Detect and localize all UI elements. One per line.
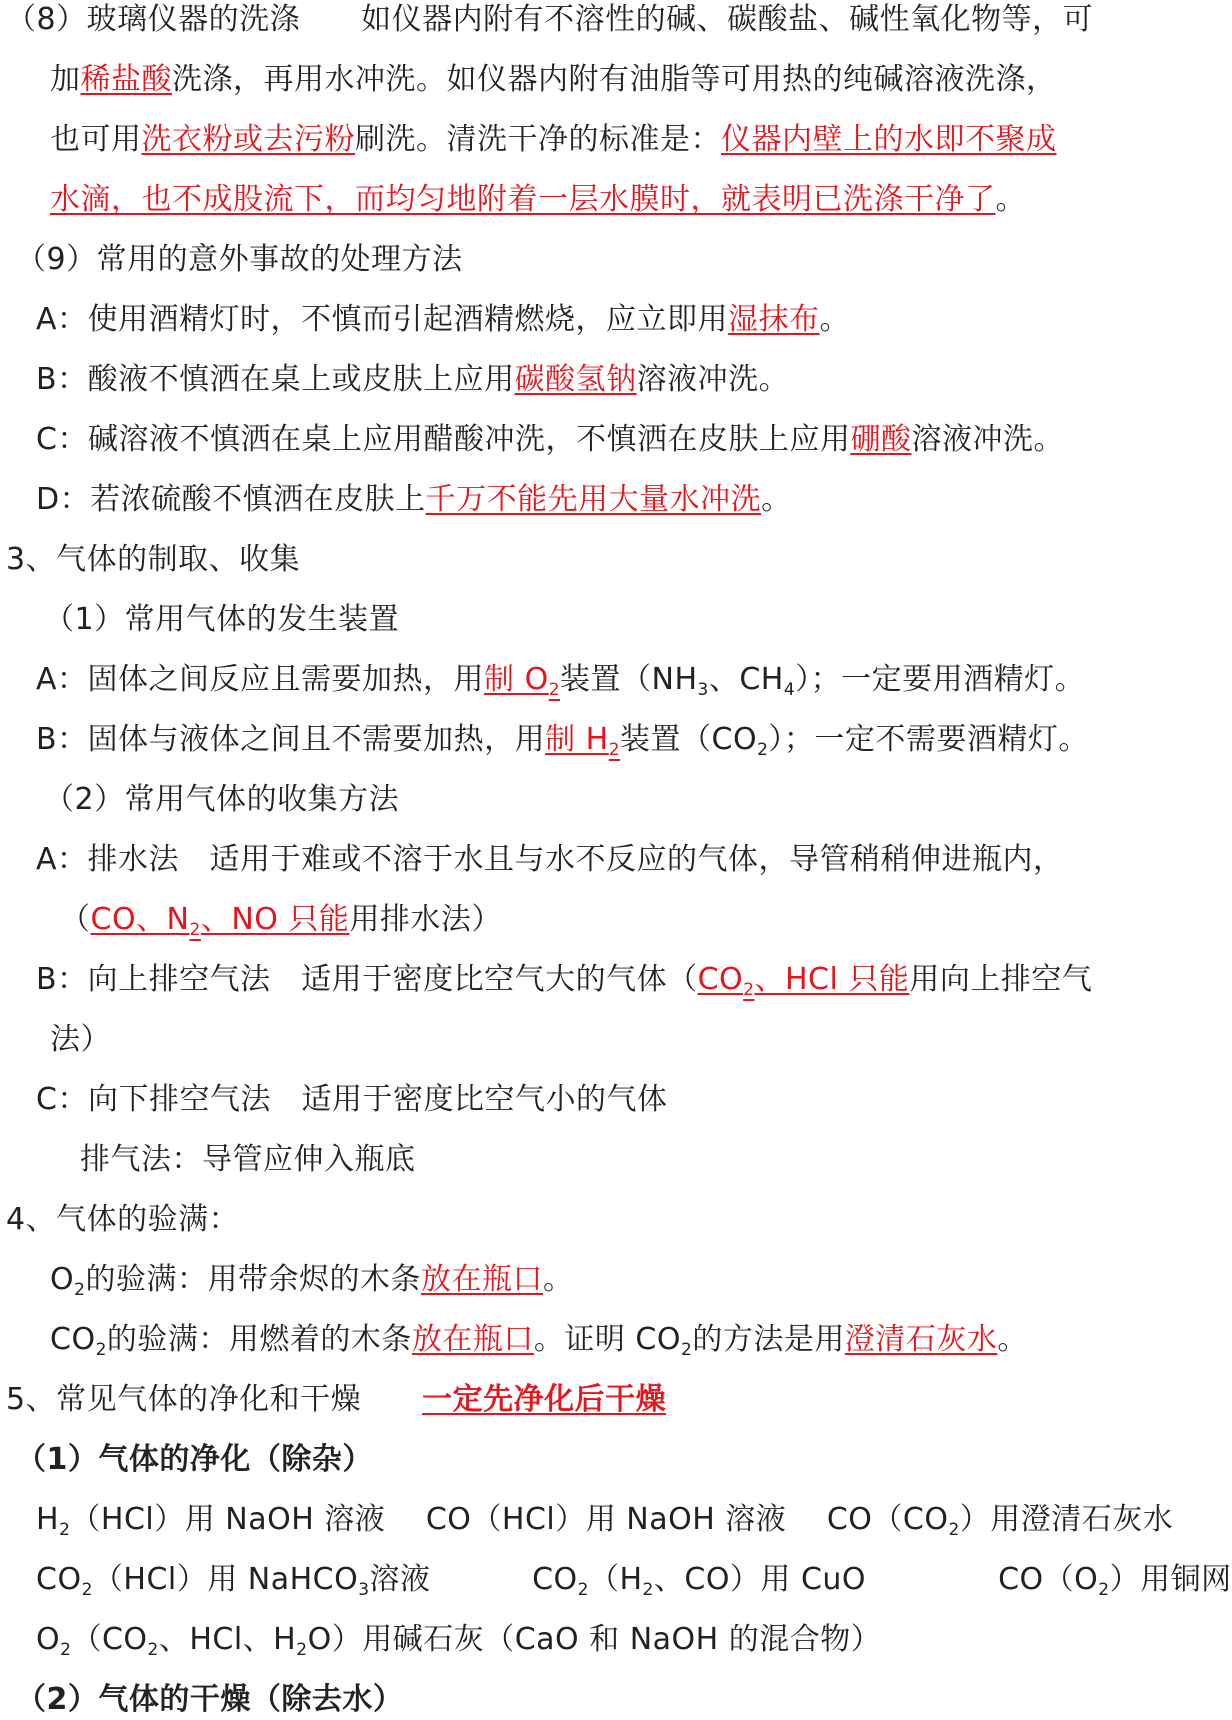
- answer-highlight: 湿抹布: [728, 302, 820, 337]
- answer-highlight: 2: [548, 680, 561, 700]
- subscript: 2: [81, 1580, 93, 1600]
- text-line: [50, 1320, 1028, 1360]
- text-span: 刷洗。清洗干净的标准是：: [355, 122, 721, 157]
- text-span: （: [60, 902, 91, 937]
- text-span: 、HCl、H: [158, 1622, 297, 1657]
- text-line: [36, 1560, 1232, 1600]
- text-span: 用向上排空气: [909, 962, 1093, 997]
- text-span: 用排水法）: [349, 902, 502, 937]
- subscript: 2: [642, 1580, 654, 1600]
- text-span: 溶液冲洗。: [911, 422, 1064, 457]
- text-span: 也可用: [50, 122, 142, 157]
- subscript: 2: [147, 1640, 159, 1660]
- subscript: 2: [296, 1640, 308, 1660]
- answer-highlight: 放在瓶口: [411, 1322, 534, 1357]
- text-span: 。: [542, 1262, 574, 1297]
- text-span: （1）常用气体的发生装置: [44, 602, 400, 637]
- answer-highlight: 洗衣粉或去污粉: [141, 122, 355, 157]
- text-span: 。: [761, 482, 792, 517]
- text-span: 洗涤，再用水冲洗。如仪器内附有油脂等可用热的纯碱溶液洗涤，: [172, 62, 1057, 97]
- answer-highlight: 、NO 只能: [200, 902, 350, 937]
- subscript: 2: [577, 1580, 589, 1600]
- text-span: ）；一定要用酒精灯。: [795, 662, 1086, 697]
- text-line: [50, 60, 1057, 100]
- text-span: 。: [997, 1322, 1028, 1357]
- text-span: A：固体之间反应且需要加热，用: [36, 662, 485, 697]
- text-span: CO: [36, 1562, 82, 1597]
- text-line: [36, 1080, 667, 1120]
- text-span: 4、气体的验满：: [6, 1202, 240, 1237]
- text-span: B：向上排空气法 适用于密度比空气大的气体（: [36, 962, 698, 997]
- subscript: 2: [1098, 1580, 1110, 1600]
- text-span: 、CO）用 CuO CO（O: [653, 1562, 1099, 1597]
- text-line: [60, 900, 502, 940]
- text-span: C：碱溶液不慎洒在桌上应用醋酸冲洗，不慎洒在皮肤上应用: [36, 422, 851, 457]
- text-line: [36, 1500, 1173, 1540]
- text-span: ）用澄清石灰水: [959, 1502, 1174, 1537]
- text-span: 的方法是用: [692, 1322, 845, 1357]
- answer-highlight: CO、N: [90, 902, 190, 937]
- answer-highlight: 、HCl 只能: [754, 962, 910, 997]
- text-line: [36, 960, 1092, 1000]
- text-line: [16, 240, 463, 280]
- answer-highlight: 稀盐酸: [80, 62, 172, 97]
- text-span: B：固体与液体之间且不需要加热，用: [36, 722, 546, 757]
- text-span: B：酸液不慎洒在桌上或皮肤上应用: [36, 362, 515, 397]
- text-span: （H: [588, 1562, 643, 1597]
- text-line: [50, 180, 1026, 220]
- answer-highlight: 2: [189, 920, 201, 940]
- text-span: O: [36, 1622, 61, 1657]
- text-span: 的验满：用燃着的木条: [106, 1322, 412, 1357]
- text-span: 加: [50, 62, 81, 97]
- text-span: ）用铜网: [1109, 1562, 1232, 1597]
- text-line: [6, 1380, 666, 1420]
- text-line: [36, 660, 1085, 700]
- text-line: [36, 360, 789, 400]
- text-span: A：排水法 适用于难或不溶于水且与水不反应的气体，导管稍稍伸进瓶内，: [36, 842, 1064, 877]
- answer-highlight: 水滴，也不成股流下，而均匀地附着一层水膜时，就表明已洗涤干净了: [50, 182, 996, 217]
- text-line: [44, 780, 399, 820]
- text-line: [36, 420, 1064, 460]
- answer-highlight: 放在瓶口: [420, 1262, 543, 1297]
- answer-highlight: 一定先净化后干燥: [422, 1382, 667, 1417]
- text-line: [16, 1440, 373, 1480]
- text-line: [36, 1620, 881, 1660]
- text-span: 排气法：导管应伸入瓶底: [80, 1142, 416, 1177]
- text-line: [50, 1260, 573, 1300]
- text-line: [80, 1140, 416, 1180]
- text-line: [50, 120, 1057, 160]
- text-line: [16, 1680, 403, 1720]
- answer-highlight: 千万不能先用大量水冲洗: [425, 482, 762, 517]
- answer-highlight: 仪器内壁上的水即不聚成: [721, 122, 1057, 157]
- text-span: 溶液 CO: [369, 1562, 578, 1597]
- subscript: 3: [358, 1580, 370, 1600]
- answer-highlight: CO: [697, 962, 744, 997]
- answer-highlight: 制 H: [545, 722, 609, 757]
- text-span: 。: [995, 182, 1026, 217]
- subscript: 2: [60, 1640, 72, 1660]
- text-line: [44, 600, 399, 640]
- text-span: D：若浓硫酸不慎洒在皮肤上: [36, 482, 426, 517]
- text-span: 、CH: [708, 662, 784, 697]
- answer-highlight: 2: [608, 740, 621, 760]
- subscript: 2: [74, 1280, 86, 1300]
- text-line: [36, 720, 1089, 760]
- text-span: 。证明 CO: [533, 1322, 681, 1357]
- text-span: O）用碱石灰（CaO 和 NaOH 的混合物）: [307, 1622, 882, 1657]
- text-span: （2）气体的干燥（除去水）: [16, 1682, 404, 1717]
- text-line: [6, 0, 1093, 40]
- text-line: [6, 1200, 239, 1240]
- text-line: [36, 300, 850, 340]
- text-line: [50, 1020, 111, 1060]
- subscript: 2: [59, 1520, 71, 1540]
- text-span: O: [50, 1262, 75, 1297]
- text-span: 装置（CO: [620, 722, 758, 757]
- text-span: 的验满：用带余烬的木条: [85, 1262, 421, 1297]
- subscript: 2: [948, 1520, 960, 1540]
- subscript: 4: [783, 680, 796, 700]
- text-span: 装置（NH: [560, 662, 698, 697]
- text-span: 法）: [50, 1022, 111, 1057]
- text-span: ）；一定不需要酒精灯。: [768, 722, 1089, 757]
- text-span: A：使用酒精灯时，不慎而引起酒精燃烧，应立即用: [36, 302, 729, 337]
- subscript: 2: [757, 740, 769, 760]
- subscript: 3: [697, 680, 709, 700]
- answer-highlight: 2: [743, 980, 755, 1000]
- answer-highlight: 制 O: [484, 662, 549, 697]
- answer-highlight: 澄清石灰水: [844, 1322, 998, 1357]
- text-span: （1）气体的净化（除杂）: [16, 1442, 373, 1477]
- text-span: C：向下排空气法 适用于密度比空气小的气体: [36, 1082, 668, 1117]
- text-span: （CO: [71, 1622, 148, 1657]
- text-span: 5、常见气体的净化和干燥: [6, 1382, 423, 1417]
- text-line: [6, 540, 300, 580]
- text-span: 3、气体的制取、收集: [6, 542, 301, 577]
- subscript: 2: [681, 1340, 693, 1360]
- text-span: 溶液冲洗。: [636, 362, 790, 397]
- text-span: 。: [819, 302, 851, 337]
- text-line: [36, 840, 1064, 880]
- text-span: （2）常用气体的收集方法: [44, 782, 400, 817]
- text-span: （HCl）用 NaHCO: [92, 1562, 359, 1597]
- text-span: H: [36, 1502, 60, 1537]
- text-span: CO: [50, 1322, 96, 1357]
- text-line: [36, 480, 792, 520]
- answer-highlight: 硼酸: [850, 422, 912, 457]
- answer-highlight: 碳酸氢钠: [514, 362, 637, 397]
- text-span: （HCl）用 NaOH 溶液 CO（HCl）用 NaOH 溶液 CO（CO: [70, 1502, 949, 1537]
- subscript: 2: [95, 1340, 107, 1360]
- text-span: （8）玻璃仪器的洗涤 如仪器内附有不溶性的碱、碳酸盐、碱性氧化物等，可: [6, 2, 1094, 37]
- text-span: （9）常用的意外事故的处理方法: [16, 242, 463, 277]
